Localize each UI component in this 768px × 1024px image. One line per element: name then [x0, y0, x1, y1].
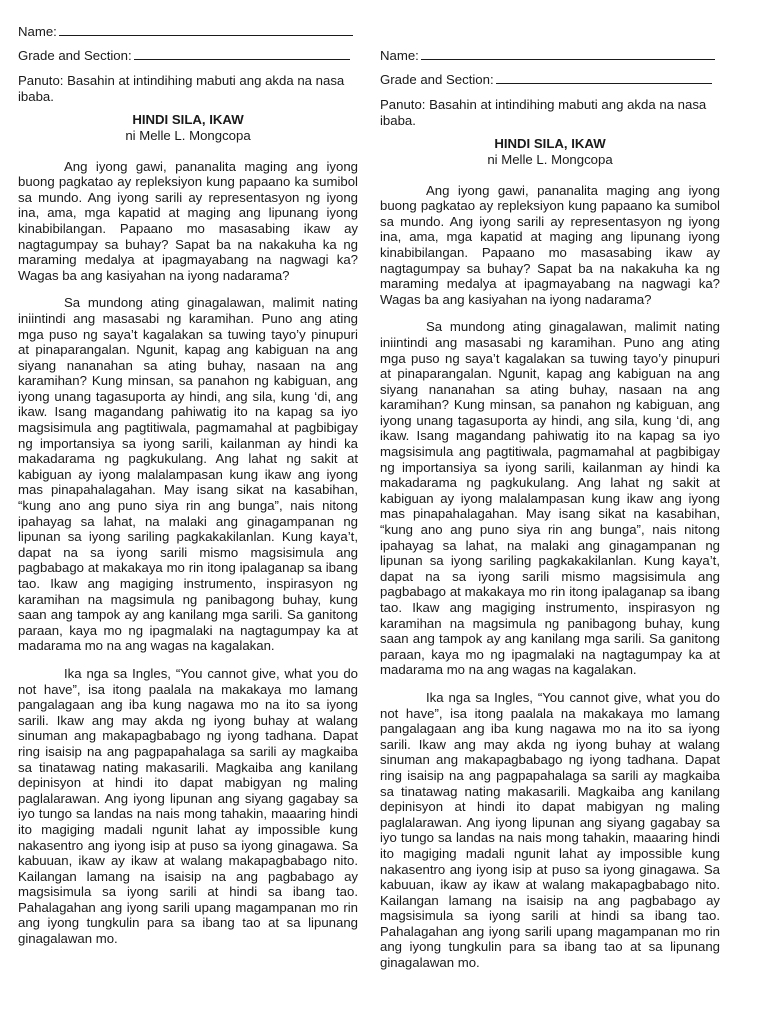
name-blank-line[interactable] [59, 24, 353, 36]
story-paragraph: Sa mundong ating ginagalawan, malimit nating iniintindi ang masasabi ng karamihan. Puno ang ating mga puso ng saya’t kagalakan sa tuwing tayo’y pinupuri at pinaparangalan. Ngunit, kapag ang kabiguan na ang siyang nananahan sa ating buhay, nasaan na ang karamihan? Kung minsan, sa panahon ng kabiguan, ang iyong unang tagasuporta ay hindi, ang sila, kung ‘di, ang ikaw. Isang magandang pahiwatig ito na kapag sa iyo magsisimula ang pagtitiwala, pagmamahal at pagbibigay ng importansiya sa iyong sarili, kailanman ay hindi ka makadarama ng pagkukulang. Ang lahat ng sakit at kabiguan ay iyong malalampasan kung ikaw ang iyong mas pinapahalagahan. May isang sikat na kasabihan, “kung ano ang puno siya rin ang bunga”, nais nitong ipahayag sa lahat, na malaki ang ginagampanan ng lipunan sa iyong sariling pagkakakilanlan. Kung kaya’t, dapat na sa iyong sarili mismo magsisimula ang pagbabago at makakaya mo rin itong ipalaganap sa ibang tao. Ikaw ang magiging instrumento, inspirasyon ng karamihan na magsimula ng panibagong buhay, kung saan ang tampok ay ang kanilang mga sarili. Sa ganitong paraan, kaya mo ng ipagmalaki na nagtagumpay ka at madarama mo na ang wagas na kagalakan. [380, 319, 720, 678]
story-paragraph: Ang iyong gawi, pananalita maging ang iyong buong pagkatao ay repleksiyon kung papaano ka sumibol sa mundo. Ang iyong sarili ay representasyon ng iyong ina, ama, mga kapatid at maging ang lipunang iyong kinabibilangan. Papaano mo masasabing ikaw ay nagtagumpay sa buhay? Sapat ba na nakakuha ka ng maraming medalya at ipagmayabang na nagwagi ka? Wagas ba ang kasiyahan na iyong nadarama? [18, 158, 358, 283]
name-label: Name: [18, 24, 57, 39]
grade-section-field [18, 48, 358, 64]
name-field [380, 48, 720, 64]
name-label: Name: [380, 48, 419, 63]
instruction-text: Panuto: Basahin at intindihing mabuti ang akda na nasa ibaba. [18, 73, 345, 104]
grade-section-blank-line[interactable] [134, 48, 350, 60]
name-field [18, 24, 358, 40]
worksheet-copy-right [380, 48, 720, 983]
story-paragraph: Ika nga sa Ingles, “You cannot give, what you do not have”, isa itong paalala na makakaya mo lamang pangalagaan ang iba kung nagawa mo na ito sa iyong sarili. Ikaw ang may akda ng iyong buhay at walang sinuman ang makapagbabago ng iyong tadhana. Dapat ring isaisip na ang pagpapahalaga sa sarili ay magkaiba sa tinatawag nating makasarili. Magkaiba ang kanilang depinisyon at hindi ito dapat mabigyan ng maling paglalarawan. Ang iyong lipunan ang siyang gagabay sa iyo tungo sa landas na nais mong tahakin, maaaring hindi ito magiging madali ngunit lahat ay impossible kung nakasentro ang iyong isip at puso sa iyong ginagawa. Sa kabuuan, ikaw ay ikaw at walang makapagbabago nito. Kailangan lamang na isaisip na ang pagbabago ay magsisimula sa iyong sarili at hindi sa ibang tao. Pahalagahan ang iyong sarili upang magampanan mo rin ang iyong tungkulin para sa ibang tao at sa lipunang ginagalawan mo. [18, 665, 358, 947]
worksheet-copy-left [18, 24, 358, 959]
story-paragraph: Ang iyong gawi, pananalita maging ang iyong buong pagkatao ay repleksiyon kung papaano ka sumibol sa mundo. Ang iyong sarili ay representasyon ng iyong ina, ama, mga kapatid at maging ang lipunang iyong kinabibilangan. Papaano mo masasabing ikaw ay nagtagumpay sa buhay? Sapat ba na nakakuha ka ng maraming medalya at ipagmayabang na nagwagi ka? Wagas ba ang kasiyahan na iyong nadarama? [380, 182, 720, 307]
story-paragraph: Ika nga sa Ingles, “You cannot give, what you do not have”, isa itong paalala na makakaya mo lamang pangalagaan ang iba kung nagawa mo na ito sa iyong sarili. Ikaw ang may akda ng iyong buhay at walang sinuman ang makapagbabago ng iyong tadhana. Dapat ring isaisip na ang pagpapahalaga sa sarili ay magkaiba sa tinatawag nating makasarili. Magkaiba ang kanilang depinisyon at hindi ito dapat mabigyan ng maling paglalarawan. Ang iyong lipunan ang siyang gagabay sa iyo tungo sa landas na nais mong tahakin, maaaring hindi ito magiging madali ngunit lahat ay impossible kung nakasentro ang iyong isip at puso sa iyong ginagawa. Sa kabuuan, ikaw ay ikaw at walang makapagbabago nito. Kailangan lamang na isaisip na ang pagbabago ay magsisimula sa iyong sarili at hindi sa ibang tao. Pahalagahan ang iyong sarili upang magampanan mo rin ang iyong tungkulin para sa ibang tao at sa lipunang ginagalawan mo. [380, 689, 720, 971]
grade-section-field [380, 72, 720, 88]
instruction-text: Panuto: Basahin at intindihing mabuti ang akda na nasa ibaba. [380, 97, 707, 128]
story-title: HINDI SILA, IKAW [494, 136, 606, 152]
name-blank-line[interactable] [421, 48, 715, 60]
story-author: ni Melle L. Mongcopa [125, 127, 251, 143]
story-author: ni Melle L. Mongcopa [487, 151, 613, 167]
story-title: HINDI SILA, IKAW [132, 112, 244, 128]
grade-section-label: Grade and Section: [18, 47, 132, 63]
grade-section-blank-line[interactable] [496, 72, 712, 84]
story-paragraph: Sa mundong ating ginagalawan, malimit nating iniintindi ang masasabi ng karamihan. Puno ang ating mga puso ng saya’t kagalakan sa tuwing tayo’y pinupuri at pinaparangalan. Ngunit, kapag ang kabiguan na ang siyang nananahan sa ating buhay, nasaan na ang karamihan? Kung minsan, sa panahon ng kabiguan, ang iyong unang tagasuporta ay hindi, ang sila, kung ‘di, ang ikaw. Isang magandang pahiwatig ito na kapag sa iyo magsisimula ang pagtitiwala, pagmamahal at pagbibigay ng importansiya sa iyong sarili, kailanman ay hindi ka makadarama ng pagkukulang. Ang lahat ng sakit at kabiguan ay iyong malalampasan kung ikaw ang iyong mas pinapahalagahan. May isang sikat na kasabihan, “kung ano ang puno siya rin ang bunga”, nais nitong ipahayag sa lahat, na malaki ang ginagampanan ng lipunan sa iyong sariling pagkakakilanlan. Kung kaya’t, dapat na sa iyong sarili mismo magsisimula ang pagbabago at makakaya mo rin itong ipalaganap sa ibang tao. Ikaw ang magiging instrumento, inspirasyon ng karamihan na magsimula ng panibagong buhay, kung saan ang tampok ay ang kanilang mga sarili. Sa ganitong paraan, kaya mo ng ipagmalaki na nagtagumpay ka at madarama mo na ang wagas na kagalakan. [18, 295, 358, 654]
grade-section-label: Grade and Section: [380, 71, 494, 87]
